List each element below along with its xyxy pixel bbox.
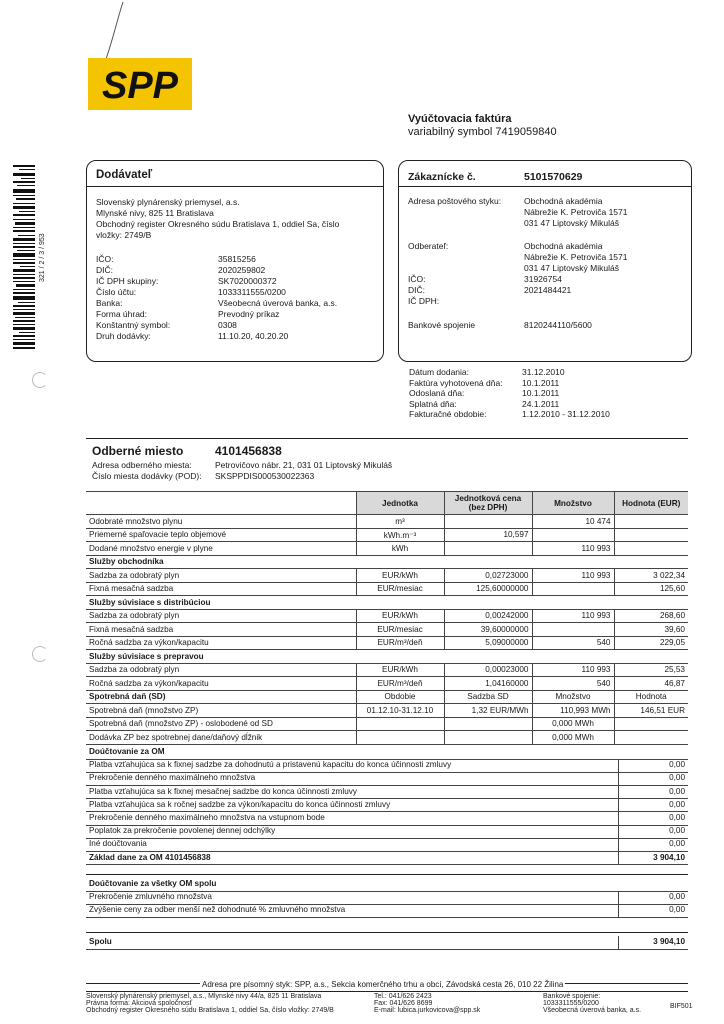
table-row — [86, 528, 688, 542]
line-label: Platba vzťahujúca sa k ročnej sadzbe za výkon/kapacitu do konca účinnosti zmluvy — [89, 799, 391, 809]
table-row — [86, 569, 688, 583]
table-cell: 39,60000000 — [444, 623, 532, 637]
table-cell — [444, 542, 532, 556]
line-label: Zvýšenie ceny za odber menší než dohodnuté % zmluvného množstva — [89, 905, 346, 915]
table-cell — [532, 582, 614, 596]
table-cell — [444, 717, 532, 731]
footer-line: Právna forma: Akciová spoločnosť — [86, 1000, 193, 1007]
line-value: 0,00 — [618, 825, 685, 838]
section-rule — [86, 932, 688, 933]
table-cell: 110 993 — [532, 569, 614, 583]
table-cell: 10 474 — [532, 515, 614, 529]
table-cell: 39,60 — [614, 623, 688, 637]
line-label: Doúčtovanie za OM — [89, 747, 165, 756]
table-row — [86, 609, 688, 623]
footer-company — [86, 993, 334, 1014]
all-points-heading — [86, 878, 688, 892]
table-cell: Ročná sadzba za výkon/kapacitu — [86, 677, 356, 691]
table-cell — [614, 515, 688, 529]
line-value: 0,00 — [618, 799, 685, 812]
footer-rule-2 — [86, 991, 688, 992]
spp-logo — [88, 58, 192, 110]
table-cell — [614, 528, 688, 542]
table-cell: Sadzba za odobratý plyn — [86, 569, 356, 583]
field-value: 0308 — [218, 320, 237, 330]
footer-line: 1033311555/0200 — [543, 1000, 599, 1007]
delivery-point-heading: Odberné miesto — [92, 444, 184, 458]
table-row — [86, 677, 688, 691]
ico-value: 31926754 — [524, 274, 562, 284]
table-cell — [532, 528, 614, 542]
line-label: Platba vzťahujúca sa k fixnej sadzbe za dohodnutú a pristavenú kapacitu do konca účinnosti zmluvy — [89, 760, 452, 770]
tax-base-row — [86, 852, 688, 866]
buyer-line: Obchodná akadémia — [524, 241, 603, 251]
table-cell: 229,05 — [614, 636, 688, 650]
date-label: Dátum dodania: — [409, 367, 470, 377]
table-cell: m³ — [356, 515, 444, 529]
table-cell: Dodané množstvo energie v plyne — [86, 542, 356, 556]
pod-value: SKSPPDIS000530022363 — [215, 471, 315, 481]
divider — [399, 186, 691, 187]
postal-line: Nábrežie K. Petroviča 1571 — [524, 207, 628, 217]
date-value: 31.12.2010 — [522, 367, 565, 377]
table-header — [86, 492, 688, 515]
table-row — [86, 582, 688, 596]
table-section-row — [86, 650, 688, 664]
punch-hole-mark — [32, 646, 48, 662]
field-value: 11.10.20, 40.20.20 — [218, 331, 289, 341]
date-value: 10.1.2011 — [522, 377, 560, 388]
bank-value: 8120244110/5600 — [524, 320, 592, 330]
table-cell: Odobraté množstvo plynu — [86, 515, 356, 529]
table-cell: Hodnota — [614, 690, 688, 704]
table-cell — [614, 731, 688, 745]
table-cell: 110 993 — [532, 663, 614, 677]
table-cell: 1,04160000 — [444, 677, 532, 691]
pod-label: Číslo miesta dodávky (POD): — [92, 471, 202, 481]
table-cell: 110,993 MWh — [532, 704, 614, 718]
footer-line: Slovenský plynárenský priemysel, a.s., Mlynské nivy 44/a, 825 11 Bratislava — [86, 993, 322, 1000]
field-value: 1033311555/0200 — [218, 287, 286, 297]
logo-text: SPP — [101, 65, 179, 107]
table-cell: kWh.m⁻³ — [356, 528, 444, 542]
postal-address-label: Adresa poštového styku: — [408, 196, 502, 206]
field-label: DIČ: — [96, 265, 113, 275]
line-value: 3 904,10 — [618, 852, 685, 865]
line-label: Prekročenie zmluvného množstva — [89, 892, 212, 902]
table-cell: 5,09000000 — [444, 636, 532, 650]
table-cell: 46,87 — [614, 677, 688, 691]
table-cell: Fixná mesačná sadzba — [86, 623, 356, 637]
field-label: Forma úhrad: — [96, 309, 148, 319]
table-cell: 110 993 — [532, 609, 614, 623]
supplier-register-2: vložky: 2749/B — [96, 230, 152, 240]
table-cell: 125,60 — [614, 582, 688, 596]
settlement-row — [86, 812, 688, 826]
table-row — [86, 731, 688, 745]
table-section-row — [86, 555, 688, 569]
table-cell: 110 993 — [532, 542, 614, 556]
line-label: Iné doúčtovania — [89, 839, 147, 849]
table-cell — [356, 717, 444, 731]
table-cell — [614, 542, 688, 556]
table-cell: Priemerné spaľovacie teplo objemové — [86, 528, 356, 542]
field-label: Druh dodávky: — [96, 331, 151, 341]
settlement-row — [86, 825, 688, 839]
field-label: Konštantný symbol: — [96, 320, 171, 330]
footer-line: Fax: 041/626 8699 — [374, 1000, 433, 1007]
column-header: Množstvo — [532, 492, 614, 515]
line-value: 0,00 — [618, 786, 685, 799]
table-cell: Spotrebná daň (množstvo ZP) - oslobodené od SD — [86, 717, 356, 731]
table-cell — [444, 731, 532, 745]
footer-line: E-mail: lubica.jurkovicova@spp.sk — [374, 1007, 481, 1014]
settlement-row — [86, 759, 688, 773]
line-value: 3 904,10 — [618, 936, 685, 949]
table-row — [86, 623, 688, 637]
field-value: 2020259802 — [218, 265, 266, 275]
field-value: Všeobecná úverová banka, a.s. — [218, 298, 338, 308]
line-value: 0,00 — [618, 812, 685, 825]
all-points-row — [86, 904, 688, 918]
buyer-line: Nábrežie K. Petroviča 1571 — [524, 252, 628, 262]
buyer-label: Odberateľ: — [408, 241, 449, 251]
line-value: 0,00 — [618, 838, 685, 851]
column-header — [86, 492, 356, 515]
all-points-row — [86, 891, 688, 905]
date-label: Odoslaná dňa: — [409, 388, 465, 398]
settlement-row — [86, 786, 688, 800]
field-value: 35815256 — [218, 254, 256, 264]
table-cell — [614, 717, 688, 731]
supplier-register: Obchodný register Okresného súdu Bratislava 1, oddiel Sa, číslo — [96, 219, 340, 229]
divider — [87, 186, 383, 187]
form-code: BIF501 — [670, 1003, 693, 1010]
settlement-heading — [86, 746, 688, 760]
table-cell — [532, 623, 614, 637]
customer-number-label: Zákaznícke č. — [408, 171, 476, 183]
supplier-address: Mlynské nivy, 825 11 Bratislava — [96, 208, 214, 218]
table-cell: EUR/m³/deň — [356, 677, 444, 691]
table-cell: Sadzba SD — [444, 690, 532, 704]
variable-symbol: variabilný symbol 7419059840 — [408, 126, 557, 138]
table-cell: EUR/kWh — [356, 609, 444, 623]
table-cell — [444, 515, 532, 529]
supplier-heading: Dodávateľ — [96, 169, 153, 181]
table-row — [86, 515, 688, 529]
date-label: Faktúra vyhotovená dňa: — [409, 377, 503, 388]
column-header: Jednotka — [356, 492, 444, 515]
ico-label: IČO: — [408, 274, 426, 284]
field-value: SK7020000372 — [218, 276, 277, 286]
footer-bank — [543, 993, 641, 1014]
billing-table — [86, 491, 688, 745]
column-header: Hodnota (EUR) — [614, 492, 688, 515]
table-cell: 146,51 EUR — [614, 704, 688, 718]
date-label: Splatná dňa: — [409, 398, 457, 409]
date-value: 1.12.2010 - 31.12.2010 — [522, 409, 610, 419]
line-label: Platba vzťahujúca sa k fixnej mesačnej sadzbe do konca účinnosti zmluvy — [89, 786, 357, 796]
date-label: Fakturačné obdobie: — [409, 409, 487, 419]
table-cell: EUR/mesiac — [356, 582, 444, 596]
total-row — [86, 936, 688, 950]
table-cell: kWh — [356, 542, 444, 556]
bank-label: Bankové spojenie — [408, 320, 476, 330]
table-cell: Množstvo — [532, 690, 614, 704]
table-row — [86, 690, 688, 704]
line-value: 0,00 — [618, 904, 685, 917]
section-rule — [86, 438, 688, 439]
date-value: 24.1.2011 — [522, 398, 560, 409]
table-cell: 10,597 — [444, 528, 532, 542]
postal-line: Obchodná akadémia — [524, 196, 603, 206]
table-cell: 0,02723000 — [444, 569, 532, 583]
column-header: Jednotková cena (bez DPH) — [444, 492, 532, 515]
table-cell — [356, 731, 444, 745]
settlement-row — [86, 772, 688, 786]
punch-hole-mark — [32, 372, 48, 388]
table-cell: Ročná sadzba za výkon/kapacitu — [86, 636, 356, 650]
section-title: Služby súvisiace s prepravou — [86, 650, 688, 664]
line-label: Poplatok za prekročenie povolenej dennej odchýlky — [89, 826, 276, 836]
table-cell: EUR/mesiac — [356, 623, 444, 637]
line-value: 0,00 — [618, 759, 685, 772]
field-label: Číslo účtu: — [96, 287, 137, 297]
table-cell: 125,60000000 — [444, 582, 532, 596]
table-body — [86, 515, 688, 745]
table-section-row — [86, 596, 688, 610]
customer-number: 5101570629 — [524, 171, 583, 183]
footer-line: Tel.: 041/626 2423 — [374, 993, 432, 1000]
line-value: 0,00 — [618, 891, 685, 904]
field-label: Banka: — [96, 298, 123, 308]
table-cell: 540 — [532, 636, 614, 650]
table-cell: EUR/kWh — [356, 569, 444, 583]
delivery-point-id: 4101456838 — [215, 444, 282, 458]
buyer-line: 031 47 Liptovský Mikuláš — [524, 263, 619, 273]
field-value: Prevodný príkaz — [218, 309, 280, 319]
table-row — [86, 542, 688, 556]
customer-box — [398, 160, 692, 362]
line-label: Základ dane za OM 4101456838 — [89, 852, 211, 862]
table-cell: 0,00242000 — [444, 609, 532, 623]
footer-address: Adresa pre písomný styk: SPP, a.s., Sekcia komerčného trhu a obcí, Závodská cesta 26, 010 22 Žilina — [202, 980, 564, 989]
table-cell: Spotrebná daň (množstvo ZP) — [86, 704, 356, 718]
field-label: IČ DPH skupiny: — [96, 276, 159, 286]
table-cell: 3 022,34 — [614, 569, 688, 583]
supplier-box — [86, 160, 384, 362]
field-label: IČO: — [96, 254, 114, 264]
table-cell: 0,000 MWh — [532, 731, 614, 745]
table-cell: 25,53 — [614, 663, 688, 677]
supplier-name: Slovenský plynárenský priemysel, a.s. — [96, 197, 240, 207]
line-value: 0,00 — [618, 772, 685, 785]
section-title: Služby súvisiace s distribúciou — [86, 596, 688, 610]
table-cell: 268,60 — [614, 609, 688, 623]
section-rule — [86, 874, 688, 875]
dic-label: DIČ: — [408, 285, 425, 295]
footer-line: Obchodný register Okresného súdu Bratislava 1, oddiel Sa, číslo vložky: 2749/B — [86, 1007, 334, 1014]
table-cell: Spotrebná daň (SD) — [86, 690, 356, 704]
table-row — [86, 704, 688, 718]
barcode-number: 321 / 2 / 3 / 953 — [39, 233, 46, 282]
settlement-row — [86, 799, 688, 813]
table-cell: 01.12.10-31.12.10 — [356, 704, 444, 718]
footer-line: Bankové spojenie: — [543, 993, 601, 1000]
footer-line: Všeobecná úverová banka, a.s. — [543, 1007, 642, 1014]
table-cell: EUR/m³/deň — [356, 636, 444, 650]
footer-contact — [374, 993, 480, 1014]
table-cell: 540 — [532, 677, 614, 691]
line-label: Prekročenie denného maximálneho množstva — [89, 773, 256, 783]
line-label: Doúčtovanie za všetky OM spolu — [89, 879, 217, 888]
section-title: Služby obchodníka — [86, 555, 688, 569]
dic-value: 2021484421 — [524, 285, 572, 295]
table-cell: Dodávka ZP bez spotrebnej dane/daňový dĺžnik — [86, 731, 356, 745]
table-row — [86, 663, 688, 677]
table-row — [86, 717, 688, 731]
table-cell: 0,000 MWh — [532, 717, 614, 731]
delivery-address-label: Adresa odberného miesta: — [92, 460, 192, 470]
date-value: 10.1.2011 — [522, 388, 560, 398]
postal-line: 031 47 Liptovský Mikuláš — [524, 218, 619, 228]
delivery-address: Petrovičovo nábr. 21, 031 01 Liptovský Mikuláš — [215, 460, 393, 470]
table-cell: Sadzba za odobratý plyn — [86, 609, 356, 623]
table-cell: Fixná mesačná sadzba — [86, 582, 356, 596]
table-cell: Obdobie — [356, 690, 444, 704]
table-cell: 0,00023000 — [444, 663, 532, 677]
barcode — [13, 165, 35, 350]
settlement-row — [86, 838, 688, 852]
line-label: Spolu — [89, 937, 112, 946]
icdph-label: IČ DPH: — [408, 296, 440, 306]
table-cell: Sadzba za odobratý plyn — [86, 663, 356, 677]
table-row — [86, 636, 688, 650]
table-cell: EUR/kWh — [356, 663, 444, 677]
invoice-title: Vyúčtovacia faktúra — [408, 113, 512, 125]
line-label: Prekročenie denného maximálneho množstva na vstupnom bode — [89, 813, 325, 822]
table-cell: 1,32 EUR/MWh — [444, 704, 532, 718]
